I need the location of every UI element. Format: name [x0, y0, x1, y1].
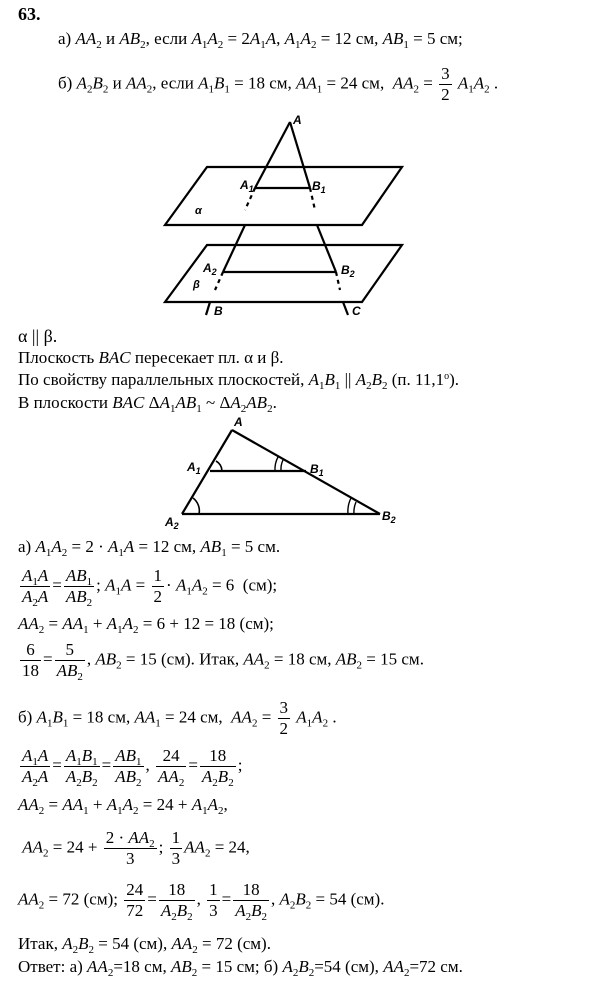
solution-b-itogo: Итак, $A_2B_2 = 54$ (см), $AA_2 = 72$ (см).: [18, 934, 271, 956]
line-similar: В плоскости BAC $\Delta A_1AB_1$ ~ $\Delta A_2AB_2$.: [18, 393, 277, 415]
solution-a-sum: $AA_2 = AA_1 + A_1A_2 = 6 + 12 = 18$ (см);: [18, 614, 274, 636]
fig1-label-alpha: α: [195, 205, 202, 217]
line-property: По свойству параллельных плоскостей, $A_1B_1$ || $A_2B_2$ (п. $11,1^о$).: [18, 370, 460, 392]
solution-a-given: а) $A_1A_2 = 2 \cdot A_1A = 12$ см, $AB_1 = 5$ см.: [18, 537, 281, 559]
solution-a-ratio: $\frac{A_1A}{A_2A}$ = $\frac{AB_1}{AB_2}$ ; $A_1A$ = $\frac{1}{2}$ · $A_1A_2 = 6$ (см);: [22, 566, 278, 609]
line-a-a1: [255, 122, 290, 188]
svg-text:A2: $A_2$: [165, 515, 179, 529]
svg-text:C: C: [352, 304, 361, 318]
solution-b-given: б) $A_1B_1 = 18$ см, $AA_1 = 24$ см, $AA_2$ = $\frac{3}{2}$ $A_1A_2$ .: [18, 698, 337, 738]
svg-text:A1: $A_1$: [240, 178, 254, 194]
svg-text:B1: $B_1$: [312, 179, 326, 195]
solution-b-result: $AA_2 = 72$ (см); $\frac{24}{72}$ = $\frac{18}{A_2B_2}$ , $\frac{1}{3}$ = $\frac{18}{A_2B_2}$ , $A_2B_2 = 54$ (см).: [18, 880, 385, 923]
fig1-label-a: A: [293, 113, 302, 127]
solution-b-ratio: $\frac{A_1A}{A_2A}$ = $\frac{A_1B_1}{A_2B_2}$ = $\frac{AB_1}{AB_2}$ , $\frac{24}{AA_2}$ = $\frac{18}{A_2B_2}$ ;: [22, 746, 243, 789]
figure-parallel-planes: [160, 110, 420, 325]
svg-text:B2: $B_2$: [382, 509, 396, 525]
plane-beta: [165, 245, 402, 302]
line-parallel: α || β.: [18, 326, 58, 346]
problem-number: 63.: [18, 4, 41, 24]
svg-text:B1: $B_1$: [310, 462, 324, 478]
svg-text:B: B: [214, 304, 223, 318]
solution-b-equation: $AA_2 = 24$ + $\frac{2 \cdot AA_2}{3}$ ; $\frac{1}{3}$ $AA_2 = 24$,: [22, 828, 250, 868]
condition-a: а) $AA_2$ и $AB_2$, если $A_1A_2 = 2A_1A$, $A_1A_2 = 12$ см, $AB_1 = 5$ см;: [58, 29, 463, 51]
solution-b-sum: $AA_2 = AA_1 + A_1A_2 = 24 + A_1A_2$,: [18, 795, 228, 817]
svg-text:B2: $B_2$: [341, 263, 355, 279]
svg-text:A: A: [234, 415, 243, 429]
svg-text:A1: $A_1$: [187, 460, 201, 476]
line-plane-intersect: Плоскость BAC пересекает пл. α и β.: [18, 348, 284, 367]
condition-b: б) $A_2B_2$ и $AA_2$, если $A_1B_1 = 18$ см, $AA_1 = 24$ см, $AA_2$ = $\frac{3}{2}$ $A_1A_2$ .: [58, 64, 499, 104]
answer-line: Ответ: а) $AA_2=18$ см, $AB_2 = 15$ см; б) $A_2B_2=54$ (см), $AA_2=72$ см.: [18, 957, 463, 979]
fig1-label-beta: β: [193, 279, 200, 291]
svg-text:A2: $A_2$: [203, 261, 217, 277]
figure-triangles: [160, 414, 410, 529]
solution-a-result: $\frac{6}{18}$ = $\frac{5}{AB_2}$ , $AB_2 = 15$ (см). Итак, $AA_2 = 18$ см, $AB_2 = 15$ см.: [22, 640, 424, 683]
